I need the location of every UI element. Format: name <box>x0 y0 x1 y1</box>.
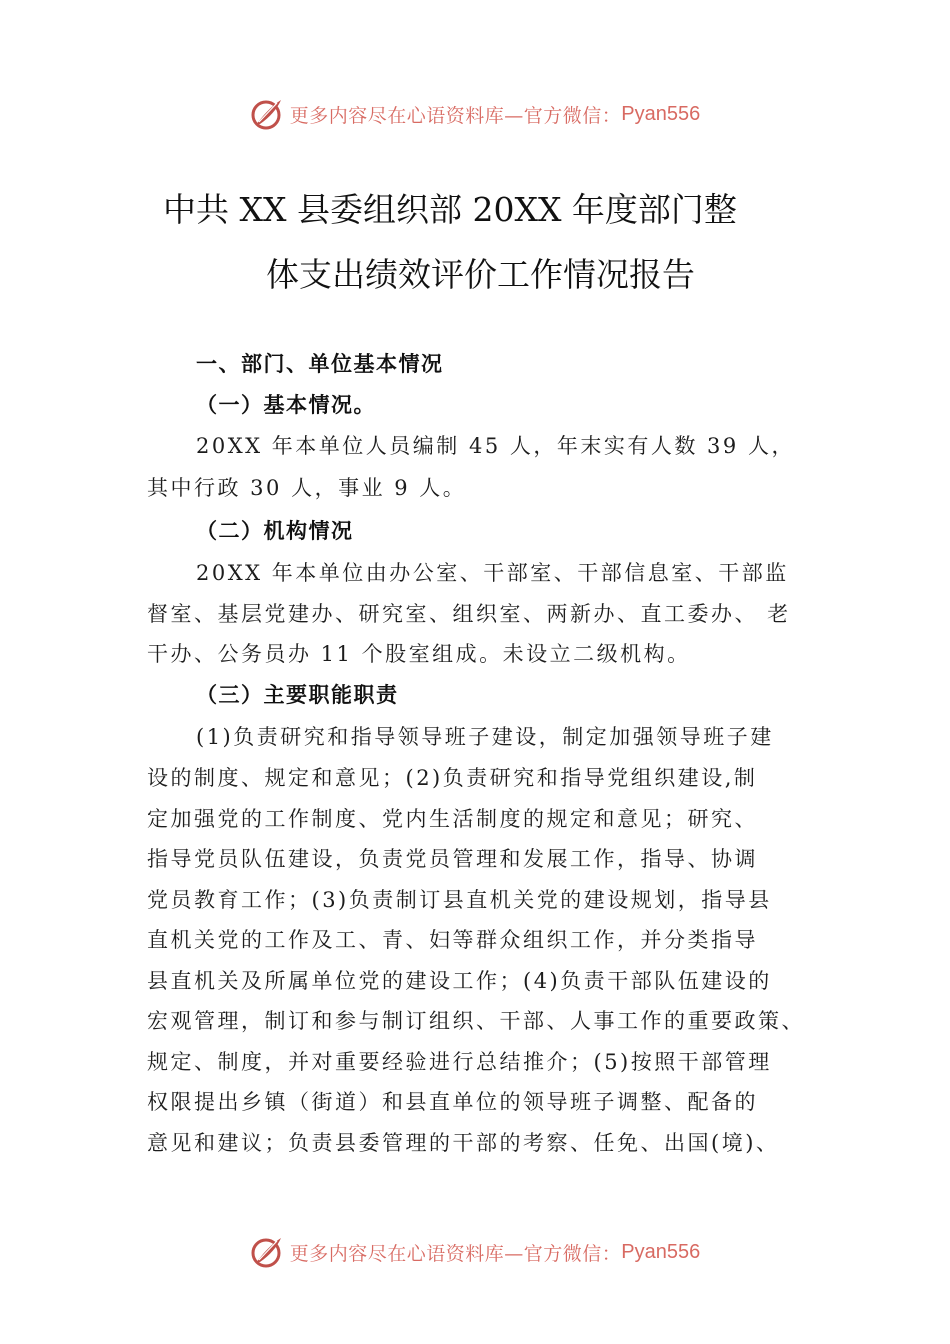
paragraph-line: 指导党员队伍建设，负责党员管理和发展工作，指导、协调 <box>147 847 758 871</box>
watermark-text: 更多内容尽在心语资料库—官方微信： <box>289 1242 622 1265</box>
paragraph-line: 20XX 年本单位由办公室、干部室、干部信息室、干部监 <box>196 561 789 585</box>
section-heading: 一、部门、单位基本情况 <box>196 352 444 376</box>
paragraph-line: 权限提出乡镇（街道）和县直单位的领导班子调整、配备的 <box>147 1090 758 1114</box>
quill-logo-icon <box>250 1235 284 1269</box>
paragraph-line: 其中行政 30 人，事业 9 人。 <box>147 476 467 500</box>
paragraph-line: 设的制度、规定和意见；(2)负责研究和指导党组织建设,制 <box>147 766 758 790</box>
watermark-banner-top <box>0 94 950 134</box>
subsection-heading-duties: （三）主要职能职责 <box>196 683 399 707</box>
watermark-banner-bottom <box>0 1232 950 1272</box>
paragraph-line: 意见和建议；负责县委管理的干部的考察、任免、出国(境)、 <box>147 1131 780 1155</box>
paragraph-line: 干办、公务员办 11 个股室组成。未设立二级机构。 <box>147 642 691 666</box>
quill-logo-icon <box>250 97 284 131</box>
watermark-contact: Pyan556 <box>621 102 701 125</box>
subsection-heading-basic: （一）基本情况。 <box>196 393 376 417</box>
paragraph-line: 20XX 年本单位人员编制 45 人，年末实有人数 39 人， <box>196 434 795 458</box>
paragraph-line: 党员教育工作；(3)负责制订县直机关党的建设规划，指导县 <box>147 888 772 912</box>
paragraph-line: 直机关党的工作及工、青、妇等群众组织工作，并分类指导 <box>147 928 758 952</box>
paragraph-line: 定加强党的工作制度、党内生活制度的规定和意见；研究、 <box>147 807 758 831</box>
paragraph-line: (1)负责研究和指导领导班子建设，制定加强领导班子建 <box>196 725 774 749</box>
subsection-heading-organization: （二）机构情况 <box>196 519 354 543</box>
document-title-line-1: 中共 XX 县委组织部 20XX 年度部门整 <box>163 190 737 229</box>
paragraph-line: 宏观管理，制订和参与制订组织、干部、人事工作的重要政策、 <box>147 1009 805 1033</box>
document-title-line-2: 体支出绩效评价工作情况报告 <box>266 255 695 294</box>
watermark-text: 更多内容尽在心语资料库—官方微信： <box>289 104 622 127</box>
paragraph-line: 督室、基层党建办、研究室、组织室、两新办、直工委办、 老 <box>147 602 791 626</box>
paragraph-line: 规定、制度，并对重要经验进行总结推介；(5)按照干部管理 <box>147 1050 772 1074</box>
paragraph-line: 县直机关及所属单位党的建设工作；(4)负责干部队伍建设的 <box>147 969 772 993</box>
watermark-contact: Pyan556 <box>621 1240 701 1263</box>
